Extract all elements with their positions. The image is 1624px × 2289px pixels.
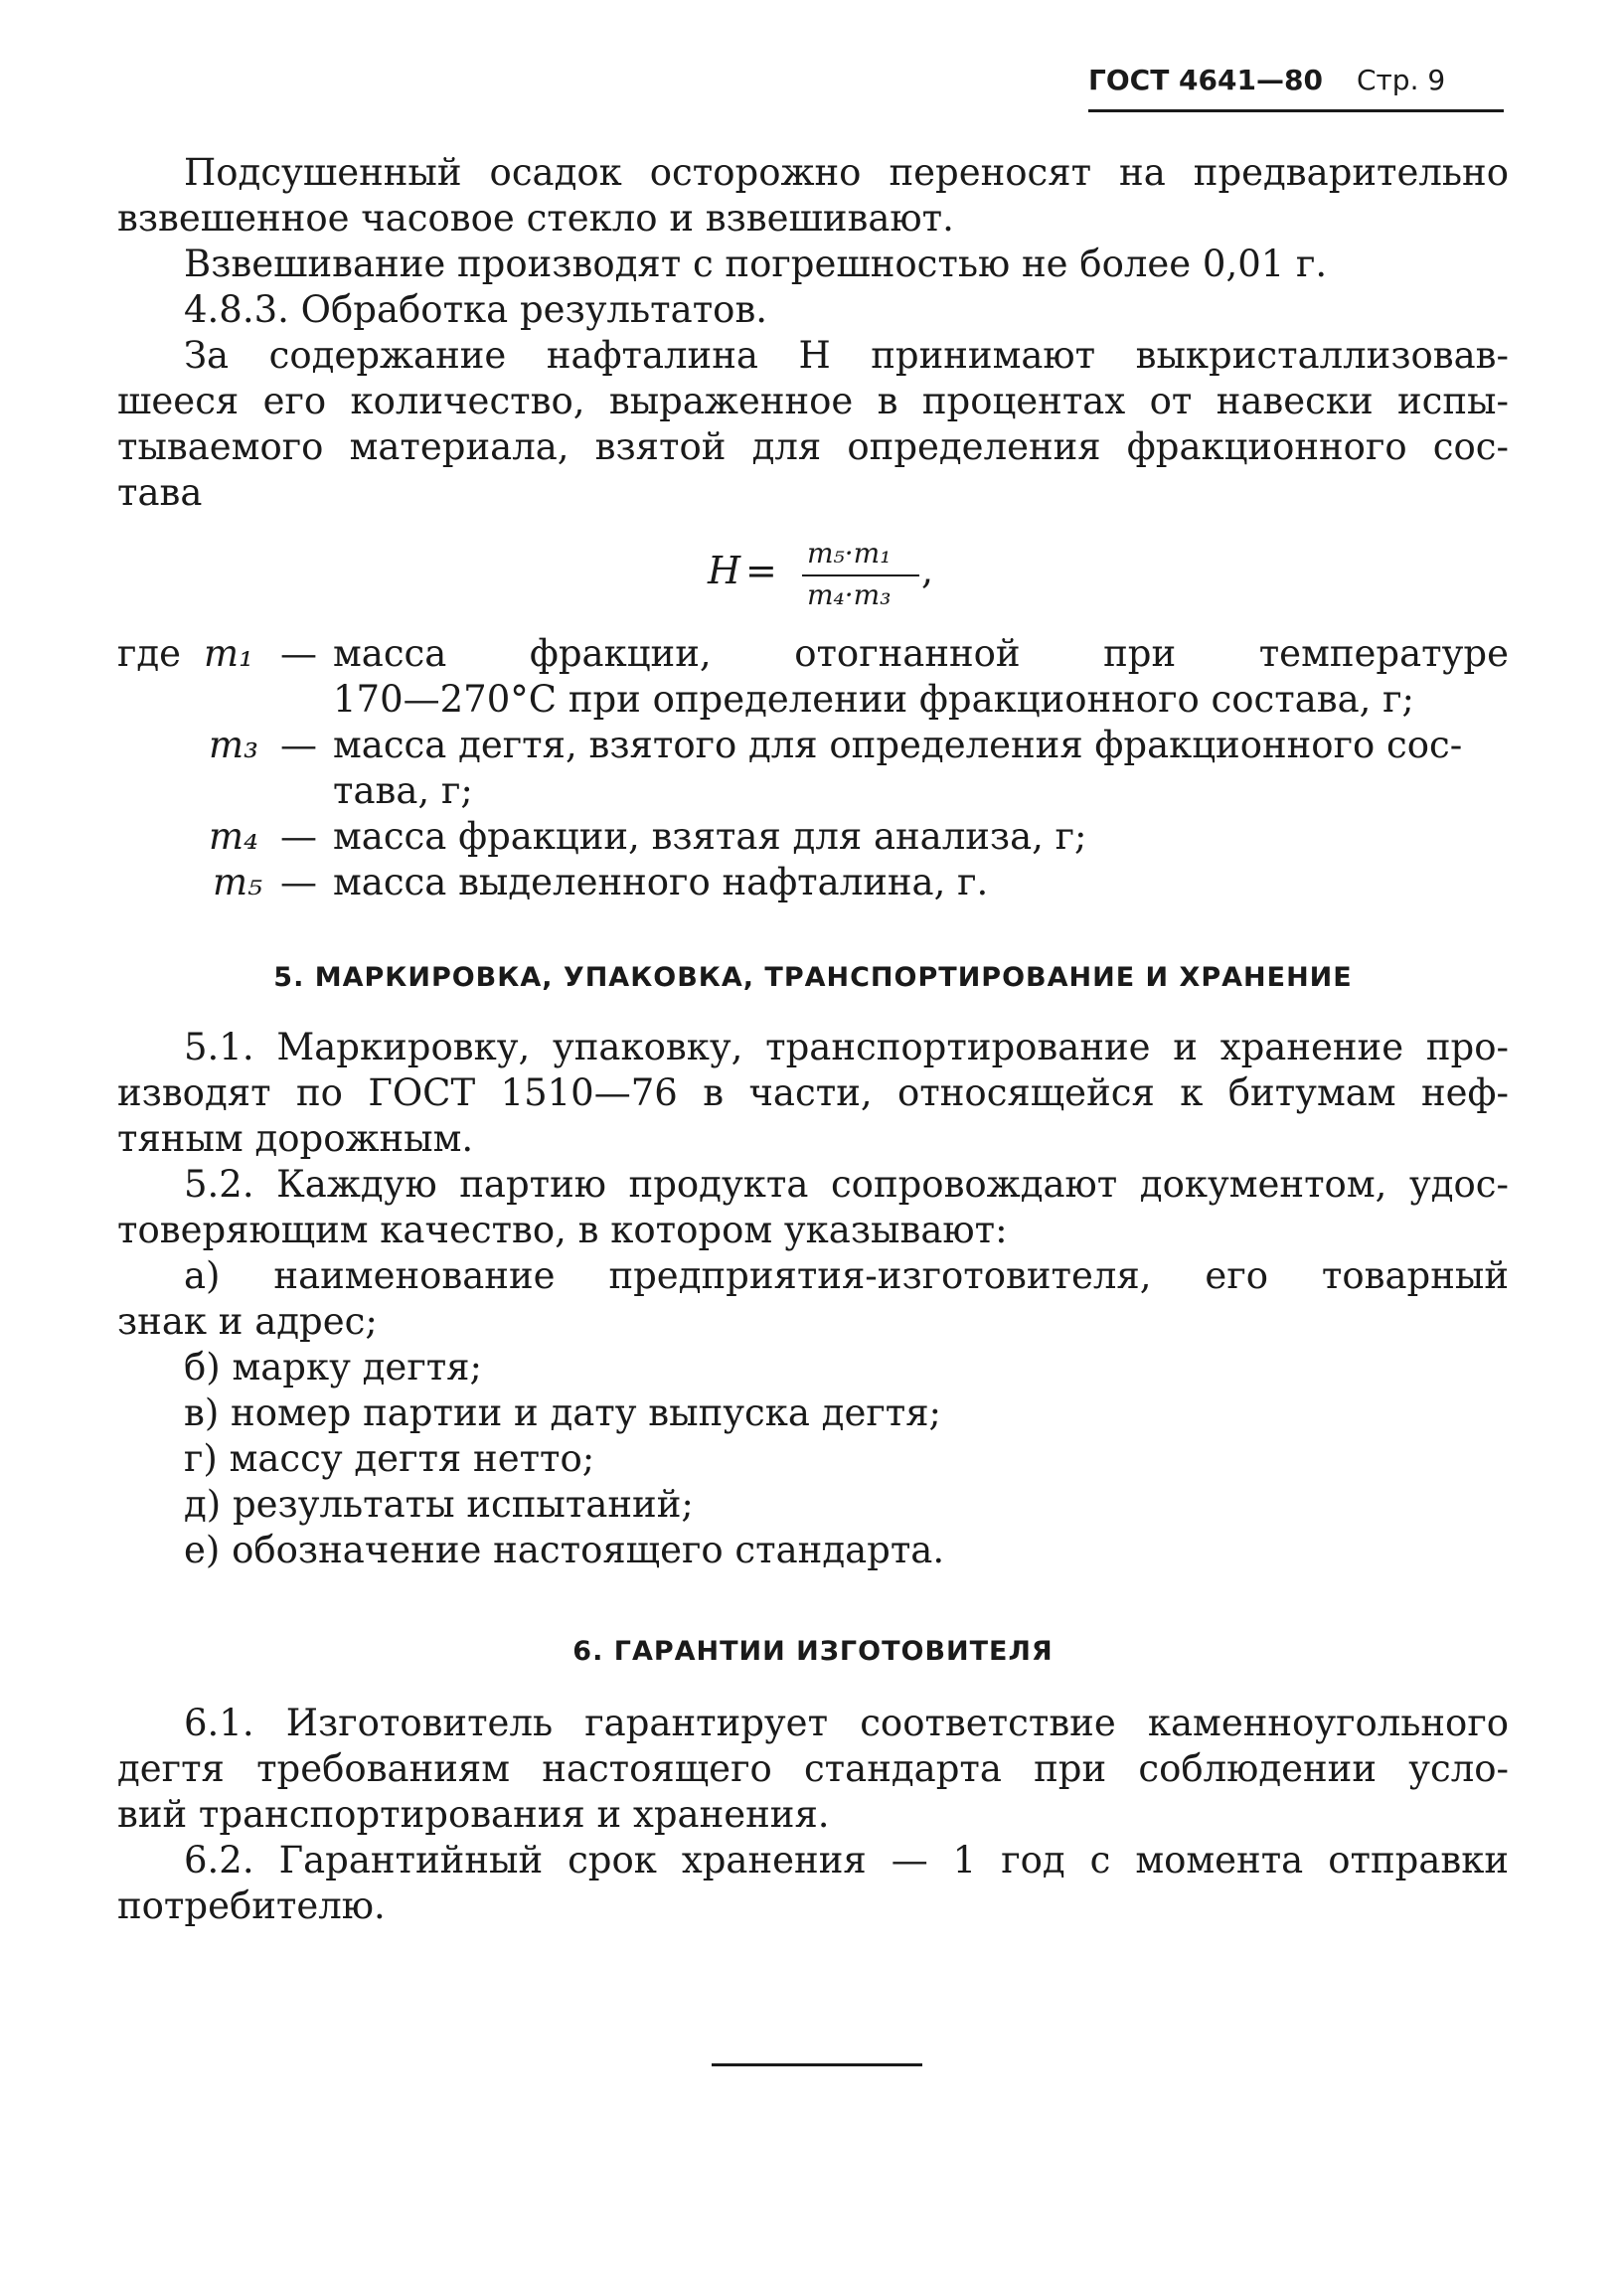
paragraph-line: товеряющим качество, в котором указывают: <box>117 1209 1008 1251</box>
paragraph-line: тава <box>117 471 203 514</box>
formula-equals: = <box>745 549 777 592</box>
list-item: в) номер партии и дату выпуска дегтя; <box>184 1391 942 1434</box>
paragraph-line: вий транспортирования и хранения. <box>117 1793 830 1836</box>
page-header <box>1088 64 1516 103</box>
paragraph-line: тываемого материала, взятой для определения фракционного сос- <box>117 425 1509 468</box>
legend-m1-line1: масса фракции, отогнанной при температуре <box>333 632 1509 675</box>
standard-number: ГОСТ 4641—80 <box>1088 64 1323 96</box>
section-heading: 5. МАРКИРОВКА, УПАКОВКА, ТРАНСПОРТИРОВАНИЕ И ХРАНЕНИЕ <box>273 962 1353 993</box>
paragraph-line: потребителю. <box>117 1884 386 1927</box>
legend-dash: — <box>280 724 317 766</box>
paragraph-line: шееся его количество, выраженное в процентах от навески испы- <box>117 380 1509 422</box>
header-rule <box>1088 109 1504 112</box>
legend-var-m5: m₅ <box>213 861 262 903</box>
page-number: Стр. 9 <box>1356 64 1446 96</box>
paragraph-line: Взвешивание производят с погрешностью не более 0,01 г. <box>184 243 1328 285</box>
paragraph-line: 6.2. Гарантийный срок хранения — 1 год с момента отправки <box>184 1839 1509 1881</box>
formula-lhs: H <box>708 549 741 592</box>
paragraph-line: тяным дорожным. <box>117 1117 474 1160</box>
legend-m3-line1: масса дегтя, взятого для определения фракционного сос- <box>333 724 1463 766</box>
legend-m1-line2: 170—270°С при определении фракционного состава, г; <box>333 678 1415 721</box>
formula-comma: , <box>921 549 934 592</box>
end-rule <box>712 2063 922 2066</box>
paragraph-line: 6.1. Изготовитель гарантирует соответствие каменноугольного <box>184 1702 1509 1744</box>
legend-m5-line1: масса выделенного нафталина, г. <box>333 861 989 903</box>
legend-m4-line1: масса фракции, взятая для анализа, г; <box>333 815 1087 858</box>
paragraph-line: Подсушенный осадок осторожно переносят на предварительно <box>184 151 1509 194</box>
section-heading: 6. ГАРАНТИИ ИЗГОТОВИТЕЛЯ <box>572 1636 1054 1667</box>
legend-var-m1: m₁ <box>204 632 253 675</box>
paragraph-line: 4.8.3. Обработка результатов. <box>184 288 768 331</box>
formula-numerator: m₅·m₁ <box>807 537 892 570</box>
legend-where: где <box>117 632 182 675</box>
list-item: д) результаты испытаний; <box>184 1483 694 1526</box>
list-item: е) обозначение настоящего стандарта. <box>184 1529 945 1571</box>
legend-dash: — <box>280 632 317 675</box>
fraction-bar <box>802 574 919 576</box>
legend-var-m4: m₄ <box>209 815 258 858</box>
legend-m3-line2: тава, г; <box>333 769 473 812</box>
legend-dash: — <box>280 815 317 858</box>
paragraph-line: дегтя требованиям настоящего стандарта при соблюдении усло- <box>117 1747 1509 1790</box>
formula-denominator: m₄·m₃ <box>807 578 892 611</box>
legend-dash: — <box>280 861 317 903</box>
paragraph-line: 5.1. Маркировку, упаковку, транспортирование и хранение про- <box>184 1026 1509 1068</box>
naphthalene-formula <box>708 537 966 616</box>
paragraph-line: взвешенное часовое стекло и взвешивают. <box>117 197 954 240</box>
list-item: г) массу дегтя нетто; <box>184 1437 595 1480</box>
list-item: а) наименование предприятия-изготовителя, его товарный <box>184 1254 1509 1297</box>
paragraph-line: За содержание нафталина Н принимают выкристаллизовав- <box>184 334 1509 377</box>
list-item: знак и адрес; <box>117 1300 378 1343</box>
list-item: б) марку дегтя; <box>184 1346 482 1389</box>
paragraph-line: изводят по ГОСТ 1510—76 в части, относящейся к битумам неф- <box>117 1071 1509 1114</box>
paragraph-line: 5.2. Каждую партию продукта сопровождают документом, удос- <box>184 1163 1509 1206</box>
legend-var-m3: m₃ <box>209 724 258 766</box>
